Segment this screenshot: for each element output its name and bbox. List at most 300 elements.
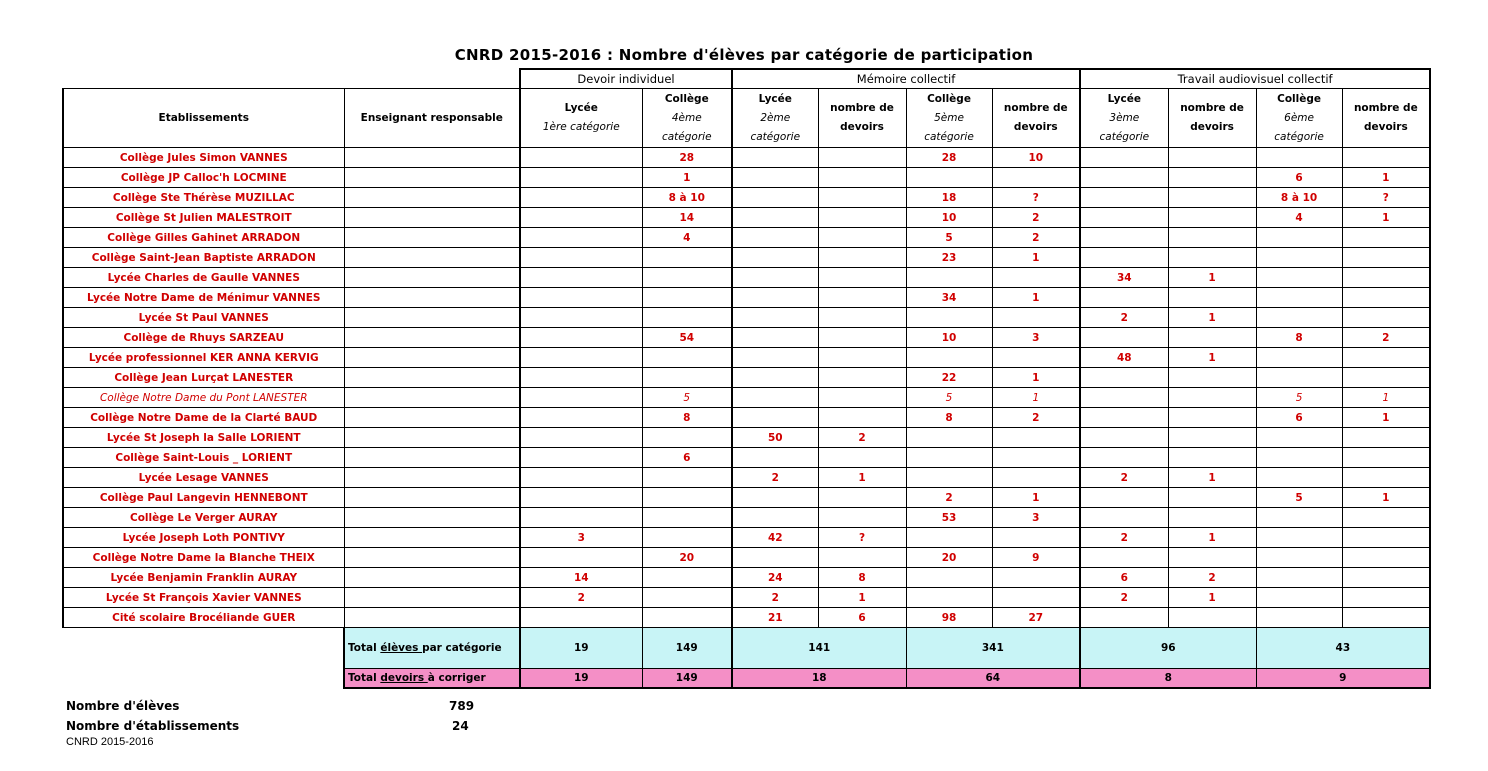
table-row [63,608,1430,628]
header-nb-devoirs-3eme: nombre de devoirs [1168,89,1256,148]
table-cell: 1 [1168,308,1256,328]
table-cell [992,588,1080,608]
table-cell [732,348,818,368]
table-cell: 5 [1256,388,1342,408]
header-nb-devoirs-2eme: nombre de devoirs [818,89,906,148]
table-cell [992,528,1080,548]
table-cell [818,248,906,268]
total-devoirs-cell: 149 [642,669,732,689]
table-cell: 2 [732,468,818,488]
table-cell [1256,468,1342,488]
table-cell [520,548,642,568]
etablissement-name: Lycée Benjamin Franklin AURAY [63,568,344,588]
table-cell: 1 [1342,408,1430,428]
table-cell [992,428,1080,448]
total-devoirs-cell: 8 [1080,669,1256,689]
enseignant-cell [344,268,520,288]
table-cell [1256,528,1342,548]
table-cell: 8 à 10 [1256,188,1342,208]
table-cell: 2 [1080,308,1168,328]
table-cell [520,168,642,188]
table-cell: 6 [818,608,906,628]
etablissement-name: Lycée Joseph Loth PONTIVY [63,528,344,548]
table-cell [906,428,992,448]
table-cell [818,448,906,468]
enseignant-cell [344,248,520,268]
table-cell [732,268,818,288]
etablissement-name: Collège Saint-Jean Baptiste ARRADON [63,248,344,268]
table-cell: 5 [1256,488,1342,508]
etablissement-name: Lycée Notre Dame de Ménimur VANNES [63,288,344,308]
total-eleves-cell: 19 [520,628,642,669]
table-cell [1342,428,1430,448]
table-cell [1080,368,1168,388]
table-cell [992,348,1080,368]
total-eleves-cell: 149 [642,628,732,669]
table-cell: 1 [992,488,1080,508]
table-cell [1342,468,1430,488]
etablissement-name: Collège Paul Langevin HENNEBONT [63,488,344,508]
table-cell [642,288,732,308]
table-cell: 98 [906,608,992,628]
table-cell [732,448,818,468]
table-cell [732,508,818,528]
table-cell [732,208,818,228]
table-cell [1256,288,1342,308]
enseignant-cell [344,288,520,308]
table-row [63,448,1430,468]
table-cell [1080,168,1168,188]
table-cell [1168,548,1256,568]
table-row [63,568,1430,588]
table-cell [642,248,732,268]
table-cell: 24 [732,568,818,588]
table-row [63,228,1430,248]
table-cell [520,508,642,528]
enseignant-cell [344,608,520,628]
enseignant-cell [344,228,520,248]
table-cell [1080,428,1168,448]
table-cell [992,468,1080,488]
table-cell [642,488,732,508]
table-cell [818,228,906,248]
table-cell [520,348,642,368]
table-cell [818,308,906,328]
table-cell [642,348,732,368]
etablissement-name: Collège Notre Dame du Pont LANESTER [63,388,344,408]
table-cell [642,528,732,548]
table-cell: 3 [992,328,1080,348]
enseignant-cell [344,468,520,488]
table-cell: 1 [1342,168,1430,188]
table-cell [1080,608,1168,628]
table-cell [642,508,732,528]
enseignant-cell [344,548,520,568]
table-cell [1168,368,1256,388]
table-cell [1168,408,1256,428]
header-college-6eme: Collège 6ème catégorie [1256,89,1342,148]
total-devoirs-cell: 19 [520,669,642,689]
table-row [63,468,1430,488]
enseignant-cell [344,588,520,608]
table-cell [1168,508,1256,528]
table-cell: 28 [642,148,732,168]
table-cell: 6 [1080,568,1168,588]
table-cell [1168,488,1256,508]
table-cell: 5 [906,388,992,408]
etablissement-name: Collège de Rhuys SARZEAU [63,328,344,348]
total-devoirs-cell: 64 [906,669,1080,689]
table-cell: 34 [1080,268,1168,288]
total-eleves-cell: 43 [1256,628,1430,669]
table-cell: 10 [992,148,1080,168]
table-cell: 1 [992,288,1080,308]
table-cell [1342,608,1430,628]
table-cell: 2 [1168,568,1256,588]
table-cell [1342,588,1430,608]
table-cell [1342,568,1430,588]
table-cell [992,168,1080,188]
table-cell: 8 [906,408,992,428]
table-cell [1256,588,1342,608]
table-cell [1256,548,1342,568]
table-cell: 28 [906,148,992,168]
table-row [63,428,1430,448]
table-cell [520,448,642,468]
table-cell: 1 [1342,488,1430,508]
table-cell [818,328,906,348]
table-cell: 2 [520,588,642,608]
table-cell [732,228,818,248]
nb-etablissements-label: Nombre d'établissements [66,719,240,733]
table-cell [732,168,818,188]
table-cell: 2 [992,408,1080,428]
table-row [63,348,1430,368]
table-row [63,188,1430,208]
table-row [63,328,1430,348]
enseignant-cell [344,408,520,428]
table-cell [992,448,1080,468]
total-devoirs-label: Total devoirs à corriger [344,669,520,689]
header-nb-devoirs-5eme: nombre de devoirs [992,89,1080,148]
table-cell [520,468,642,488]
table-cell [520,228,642,248]
table-cell [1080,148,1168,168]
table-cell [520,328,642,348]
table-cell [818,548,906,568]
footer-text: CNRD 2015-2016 [66,736,154,748]
table-cell: 14 [520,568,642,588]
table-cell: 2 [906,488,992,508]
enseignant-cell [344,148,520,168]
table-cell [732,328,818,348]
table-cell: ? [818,528,906,548]
table-cell [1256,148,1342,168]
table-cell: 1 [992,248,1080,268]
header-lycee-3eme: Lycée 3ème catégorie [1080,89,1168,148]
enseignant-cell [344,428,520,448]
table-row [63,388,1430,408]
table-cell [1256,608,1342,628]
table-cell: 22 [906,368,992,388]
total-devoirs-row [63,669,1430,689]
enseignant-cell [344,448,520,468]
table-cell: 1 [642,168,732,188]
table-cell [520,428,642,448]
table-cell [1080,548,1168,568]
etablissement-name: Collège Le Verger AURAY [63,508,344,528]
group-travail-audiovisuel: Travail audiovisuel collectif [1080,69,1430,89]
table-row [63,508,1430,528]
group-header-row [63,69,1430,89]
table-cell [1080,408,1168,428]
table-cell: 10 [906,328,992,348]
table-cell [1342,528,1430,548]
table-cell [906,348,992,368]
table-cell [1168,328,1256,348]
etablissement-name: Collège Gilles Gahinet ARRADON [63,228,344,248]
table-row [63,168,1430,188]
table-cell [906,168,992,188]
table-cell [906,268,992,288]
table-cell [732,488,818,508]
table-cell: 10 [906,208,992,228]
table-cell [1342,548,1430,568]
total-devoirs-cell: 18 [732,669,906,689]
table-cell [1080,248,1168,268]
etablissement-name: Lycée professionnel KER ANNA KERVIG [63,348,344,368]
nb-etablissements-value: 24 [452,719,469,733]
table-cell [1168,248,1256,268]
table-row [63,548,1430,568]
table-cell [732,188,818,208]
table-cell [1342,508,1430,528]
enseignant-cell [344,568,520,588]
table-cell [732,148,818,168]
table-cell [1080,288,1168,308]
table-cell: 23 [906,248,992,268]
table-row [63,408,1430,428]
table-cell [642,468,732,488]
table-cell: 6 [1256,168,1342,188]
table-cell [1256,248,1342,268]
table-cell: 8 [642,408,732,428]
table-cell: 1 [818,468,906,488]
table-cell [642,368,732,388]
table-cell [906,588,992,608]
table-cell [992,568,1080,588]
table-cell: 1 [1168,268,1256,288]
enseignant-cell [344,328,520,348]
table-cell [520,248,642,268]
group-devoir-individuel: Devoir individuel [520,69,732,89]
enseignant-cell [344,488,520,508]
table-cell [642,428,732,448]
etablissement-name: Lycée Lesage VANNES [63,468,344,488]
table-row [63,208,1430,228]
table-cell: 27 [992,608,1080,628]
table-cell [1080,448,1168,468]
table-cell [818,208,906,228]
etablissement-name: Collège JP Calloc'h LOCMINE [63,168,344,188]
table-cell [520,208,642,228]
table-cell [1342,288,1430,308]
etablissement-name: Lycée St François Xavier VANNES [63,588,344,608]
nb-eleves-label: Nombre d'élèves [66,699,180,713]
table-cell [818,408,906,428]
table-row [63,588,1430,608]
table-cell [1256,228,1342,248]
table-cell [520,308,642,328]
table-cell: 2 [1080,528,1168,548]
table-cell [520,408,642,428]
table-cell [642,308,732,328]
table-cell: ? [992,188,1080,208]
table-cell [1342,268,1430,288]
table-cell: ? [1342,188,1430,208]
enseignant-cell [344,208,520,228]
table-cell: 4 [1256,208,1342,228]
table-cell [520,608,642,628]
table-cell [1080,208,1168,228]
table-cell: 18 [906,188,992,208]
table-cell [906,448,992,468]
table-cell [1168,388,1256,408]
table-cell [732,288,818,308]
etablissement-name: Collège Saint-Louis _ LORIENT [63,448,344,468]
table-cell: 21 [732,608,818,628]
total-eleves-cell: 96 [1080,628,1256,669]
table-cell: 9 [992,548,1080,568]
table-cell [1342,368,1430,388]
table-cell [906,568,992,588]
group-memoire-collectif: Mémoire collectif [732,69,1080,89]
table-cell [642,588,732,608]
table-cell [520,268,642,288]
table-cell [1342,248,1430,268]
table-cell [1342,148,1430,168]
enseignant-cell [344,508,520,528]
table-cell: 1 [992,388,1080,408]
table-cell [1256,368,1342,388]
table-cell [1256,428,1342,448]
table-cell [1342,448,1430,468]
table-row [63,248,1430,268]
table-cell [906,528,992,548]
table-cell [906,308,992,328]
total-eleves-cell: 141 [732,628,906,669]
table-cell: 2 [732,588,818,608]
table-cell [818,348,906,368]
table-cell [520,368,642,388]
table-cell: 1 [1342,208,1430,228]
table-cell [818,368,906,388]
table-cell: 20 [906,548,992,568]
table-cell [732,408,818,428]
table-cell: 5 [642,388,732,408]
table-cell [1168,168,1256,188]
table-cell [818,188,906,208]
etablissement-name: Collège Jean Lurçat LANESTER [63,368,344,388]
enseignant-cell [344,308,520,328]
table-row [63,268,1430,288]
table-cell [818,488,906,508]
table-cell [520,148,642,168]
table-cell [1342,308,1430,328]
table-row [63,488,1430,508]
table-cell [1168,208,1256,228]
table-cell [818,508,906,528]
table-cell [520,188,642,208]
table-cell [818,268,906,288]
table-cell [1342,348,1430,368]
table-cell [642,268,732,288]
table-row [63,528,1430,548]
table-cell [1168,148,1256,168]
header-enseignant: Enseignant responsable [344,89,520,148]
enseignant-cell [344,368,520,388]
etablissement-name: Cité scolaire Brocéliande GUER [63,608,344,628]
participation-table [62,68,1431,689]
table-cell: 2 [1080,588,1168,608]
table-cell [1256,308,1342,328]
table-cell: 53 [906,508,992,528]
table-cell: 1 [1168,348,1256,368]
table-cell: 14 [642,208,732,228]
enseignant-cell [344,188,520,208]
etablissement-name: Collège Jules Simon VANNES [63,148,344,168]
table-cell [1342,228,1430,248]
total-devoirs-cell: 9 [1256,669,1430,689]
etablissement-name: Collège Notre Dame de la Clarté BAUD [63,408,344,428]
table-cell [520,388,642,408]
total-eleves-label: Total élèves par catégorie [344,628,520,669]
table-cell [992,268,1080,288]
table-cell: 1 [1168,528,1256,548]
header-nb-devoirs-6eme: nombre de devoirs [1342,89,1430,148]
table-cell [1080,228,1168,248]
table-cell: 50 [732,428,818,448]
etablissement-name: Lycée Charles de Gaulle VANNES [63,268,344,288]
table-cell [732,248,818,268]
table-row [63,368,1430,388]
table-cell: 4 [642,228,732,248]
table-cell [1256,268,1342,288]
table-row [63,288,1430,308]
table-cell: 2 [992,208,1080,228]
table-cell: 8 [818,568,906,588]
table-cell [1080,328,1168,348]
total-eleves-row [63,628,1430,669]
table-cell [1168,288,1256,308]
table-cell: 2 [1342,328,1430,348]
table-cell [1168,428,1256,448]
table-cell: 2 [818,428,906,448]
table-cell [1168,608,1256,628]
table-cell [1080,508,1168,528]
table-cell [520,488,642,508]
page-title: CNRD 2015-2016 : Nombre d'élèves par catégorie de participation [454,46,1034,64]
table-cell [732,368,818,388]
table-cell: 1 [1342,388,1430,408]
table-cell: 6 [1256,408,1342,428]
table-cell [818,168,906,188]
table-row [63,308,1430,328]
total-eleves-cell: 341 [906,628,1080,669]
table-cell [1080,488,1168,508]
table-cell: 1 [1168,588,1256,608]
etablissement-name: Lycée St Paul VANNES [63,308,344,328]
